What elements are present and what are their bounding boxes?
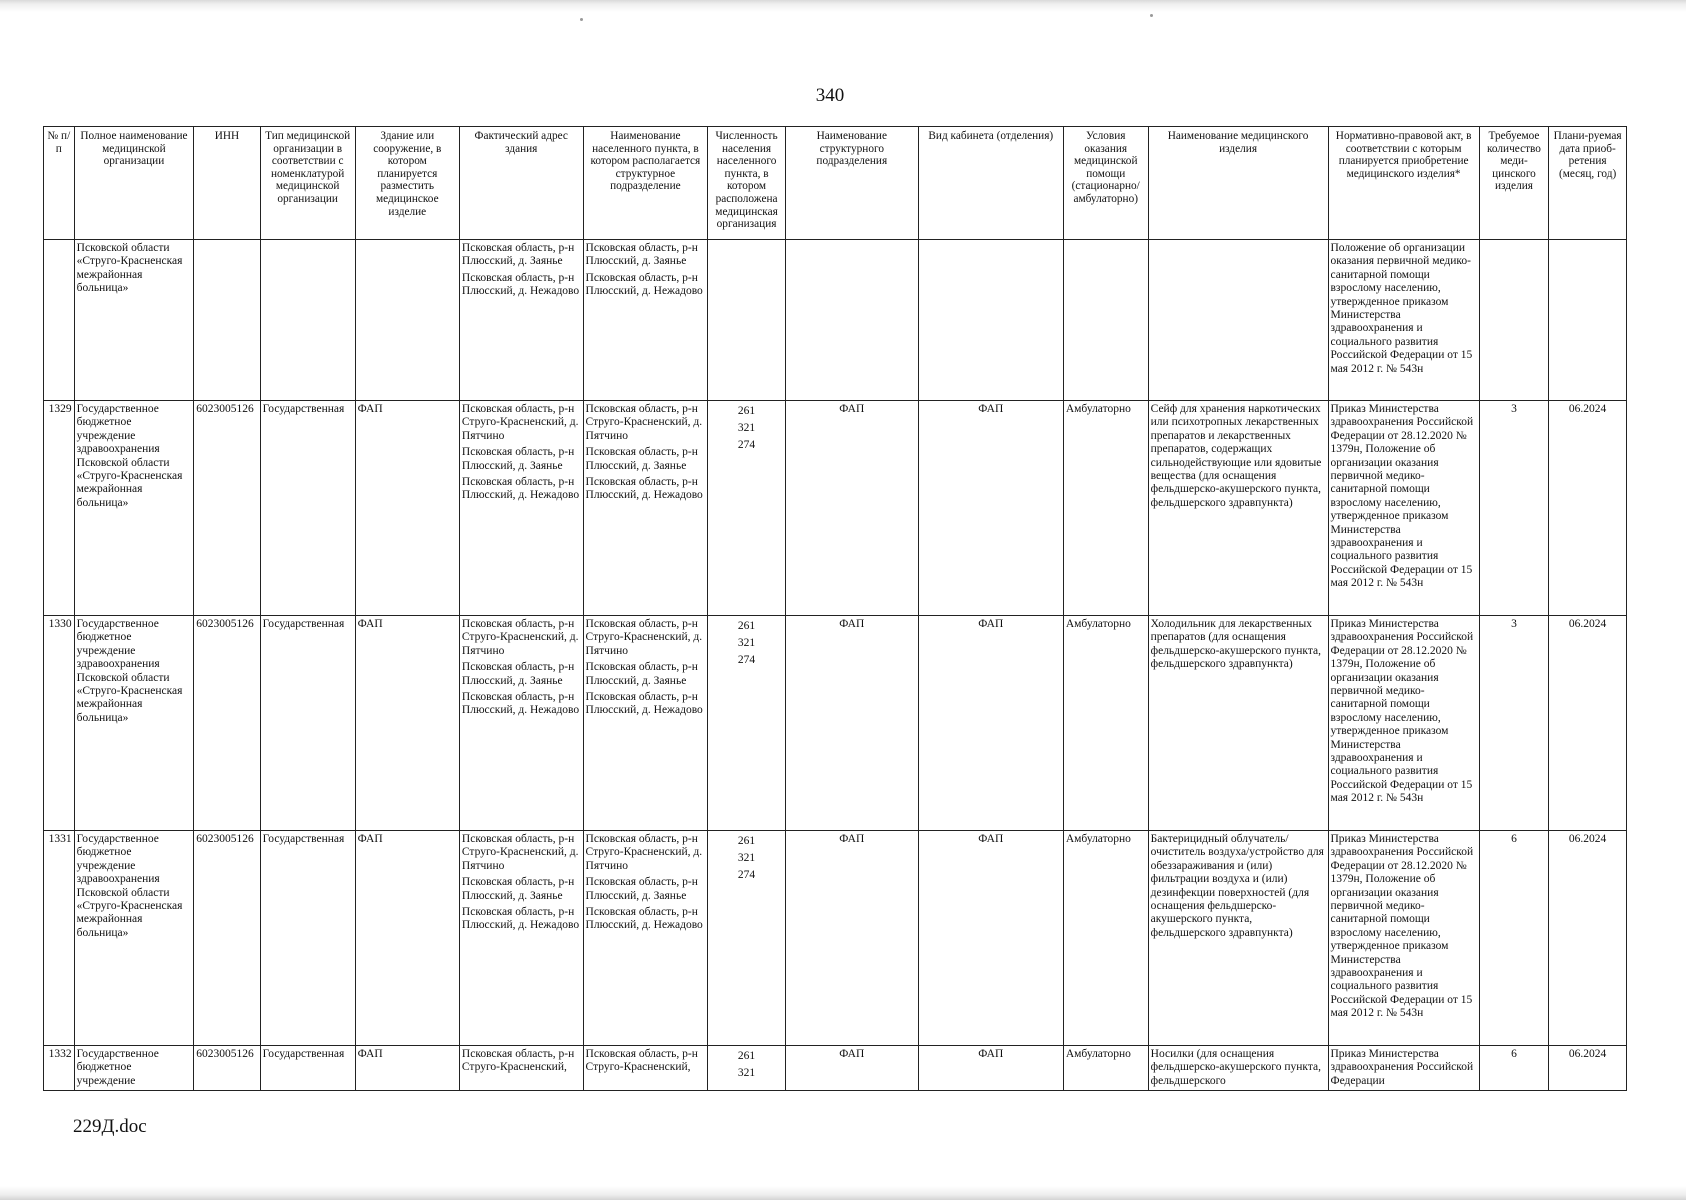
cell-conditions: [1063, 240, 1148, 401]
cell-inn: 6023005126: [194, 831, 260, 1046]
locality-line: Псковская область, р-н Струго-Красненский, д. Пятчино: [585, 833, 703, 872]
header-cell: Численность населения населенного пункта, в котором расположена медицинская организация: [708, 127, 786, 240]
cell-inn: [194, 240, 260, 401]
cell-inn: 6023005126: [194, 616, 260, 831]
locality-line: Псковская область, р-н Струго-Красненский,: [585, 1048, 698, 1074]
cell-cabinet: ФАП: [918, 831, 1063, 1046]
cell-cabinet: ФАП: [918, 616, 1063, 831]
cell-qty: 6: [1479, 831, 1548, 1046]
cell-num: 1331: [44, 831, 75, 1046]
cell-device: Холодильник для лекарственных препаратов (для оснащения фельдшерско-акушерского пункта, фельдшерского здравпункта): [1148, 616, 1328, 831]
cell-conditions: Амбулаторно: [1063, 1046, 1148, 1091]
address-line: Псковская область, р-н Плюсский, д. Заянье: [461, 876, 575, 902]
cell-num: 1330: [44, 616, 75, 831]
header-cell: Фактический адрес здания: [459, 127, 583, 240]
address-line: Псковская область, р-н Плюсский, д. Заянье: [461, 446, 575, 472]
cell-date: 06.2024: [1549, 1046, 1627, 1091]
table-row-continuation: [44, 240, 1627, 401]
locality-line: Псковская область, р-н Плюсский, д. Заянье: [585, 661, 698, 687]
cell-conditions: Амбулаторно: [1063, 401, 1148, 616]
locality-line: Псковская область, р-н Плюсский, д. Заянье: [585, 876, 698, 902]
cell-address: [459, 240, 583, 401]
cell-cabinet: [918, 240, 1063, 401]
locality-line: Псковская область, р-н Струго-Красненский, д. Пятчино: [585, 618, 703, 657]
address-line: Псковская область, р-н Плюсский, д. Нежадово: [461, 906, 580, 932]
cell-date: 06.2024: [1549, 401, 1627, 616]
cell-act: Приказ Министерства здравоохранения Российской Федерации от 28.12.2020 № 1379н, Положение об организации оказания первичной медико-санитарной помощи взрослому населению, утвержденное приказом Министерства здравоохранения и социального развития Российской Федерации от 15 мая 2012 г. № 543н: [1328, 401, 1479, 616]
header-cell: Условия оказания медицинской помощи (стационарно/ амбулаторно): [1063, 127, 1148, 240]
population-value: 261: [737, 1050, 756, 1062]
address-line: Псковская область, р-н Струго-Красненский, д. Пятчино: [461, 403, 579, 442]
population-value: 261: [737, 835, 756, 847]
address-line: Псковская область, р-н Плюсский, д. Заянье: [461, 661, 575, 687]
locality-line: Псковская область, р-н Плюсский, д. Нежадово: [585, 691, 703, 717]
cell-type: [260, 240, 355, 401]
header-cell: Наименование медицинского изделия: [1148, 127, 1328, 240]
cell-device: Носилки (для оснащения фельдшерско-акушерского пункта, фельдшерского: [1148, 1046, 1328, 1091]
address-line: Псковская область, р-н Струго-Красненский, д. Пятчино: [461, 833, 579, 872]
cell-num: 1332: [44, 1046, 75, 1091]
locality-line: Псковская область, р-н Струго-Красненский, д. Пятчино: [585, 403, 703, 442]
cell-locality: [583, 1046, 708, 1091]
cell-unit: ФАП: [785, 1046, 918, 1091]
cell-locality: [583, 831, 708, 1046]
cell-unit: [785, 240, 918, 401]
cell-address: [459, 616, 583, 831]
population-value: 321: [737, 637, 756, 649]
address-line: Псковская область, р-н Плюсский, д. Нежадово: [461, 691, 580, 717]
cell-qty: 6: [1479, 1046, 1548, 1091]
header-cell: Плани-руемая дата приоб-ретения (месяц, год): [1549, 127, 1627, 240]
population-value: 261: [737, 620, 756, 632]
cell-num: 1329: [44, 401, 75, 616]
cell-locality: [583, 401, 708, 616]
cell-locality: [583, 240, 708, 401]
cell-locality: [583, 616, 708, 831]
cell-cabinet: ФАП: [918, 401, 1063, 616]
locality-line: Псковская область, р-н Плюсский, д. Заянье: [585, 242, 698, 268]
cell-population: [708, 401, 786, 616]
cell-type: Государственная: [260, 401, 355, 616]
cell-inn: 6023005126: [194, 1046, 260, 1091]
cell-unit: ФАП: [785, 616, 918, 831]
address-line: Псковская область, р-н Плюсский, д. Нежадово: [461, 271, 580, 298]
table-row: [44, 1046, 1627, 1091]
address-line: Псковская область, р-н Плюсский, д. Заянье: [461, 242, 575, 268]
population-value: 274: [737, 654, 756, 666]
header-cell: Наименование населенного пункта, в котором располагается структурное подразделение: [583, 127, 708, 240]
cell-act: Приказ Министерства здравоохранения Российской Федерации от 28.12.2020 № 1379н, Положение об организации оказания первичной медико-санитарной помощи взрослому населению, утвержденное приказом Министерства здравоохранения и социального развития Российской Федерации от 15 мая 2012 г. № 543н: [1328, 616, 1479, 831]
cell-date: [1549, 240, 1627, 401]
population-value: 321: [737, 1067, 756, 1079]
scan-speck: [1150, 14, 1153, 17]
cell-address: [459, 831, 583, 1046]
cell-org: Государственное бюджетное учреждение здравоохранения Псковской области «Струго-Красненская межрайонная больница»: [74, 616, 194, 831]
header-cell: Здание или сооружение, в котором планируется разместить медицинское изделие: [355, 127, 459, 240]
header-cell: Вид кабинета (отделения): [918, 127, 1063, 240]
footer-filename: 229Д.doc: [73, 1116, 147, 1137]
cell-qty: [1479, 240, 1548, 401]
population-value: 321: [737, 852, 756, 864]
cell-population: [708, 616, 786, 831]
cell-device: Сейф для хранения наркотических или психотропных лекарственных препаратов и лекарственных препаратов, содержащих сильнодействующие или ядовитые вещества (для оснащения фельдшерско-акушерского пункта, фельдшерского здравпункта): [1148, 401, 1328, 616]
cell-unit: ФАП: [785, 401, 918, 616]
cell-type: Государственная: [260, 616, 355, 831]
header-cell: ИНН: [194, 127, 260, 240]
cell-unit: ФАП: [785, 831, 918, 1046]
header-cell: Наименование структурного подразделения: [785, 127, 918, 240]
cell-qty: 3: [1479, 401, 1548, 616]
cell-date: 06.2024: [1549, 831, 1627, 1046]
cell-date: 06.2024: [1549, 616, 1627, 831]
cell-building: [355, 240, 459, 401]
cell-num: [44, 240, 75, 401]
equipment-table: [43, 126, 1627, 1091]
header-row: [44, 127, 1627, 240]
scan-edge-bottom: [0, 1186, 1686, 1200]
cell-building: ФАП: [355, 401, 459, 616]
page-number: 340: [815, 85, 845, 106]
locality-line: Псковская область, р-н Плюсский, д. Заянье: [585, 446, 698, 472]
cell-building: ФАП: [355, 831, 459, 1046]
population-value: 274: [737, 439, 756, 451]
scan-speck: [580, 18, 583, 21]
header-cell: Требуемое количество меди-цинского изделия: [1479, 127, 1548, 240]
cell-qty: 3: [1479, 616, 1548, 831]
cell-org: Государственное бюджетное учреждение здравоохранения Псковской области «Струго-Красненская межрайонная больница»: [74, 401, 194, 616]
cell-population: [708, 1046, 786, 1091]
cell-org: Государственное бюджетное учреждение здравоохранения Псковской области «Струго-Красненская межрайонная больница»: [74, 831, 194, 1046]
cell-conditions: Амбулаторно: [1063, 616, 1148, 831]
address-line: Псковская область, р-н Струго-Красненский,: [461, 1048, 575, 1074]
cell-address: [459, 401, 583, 616]
cell-building: ФАП: [355, 616, 459, 831]
locality-line: Псковская область, р-н Плюсский, д. Нежадово: [585, 906, 703, 932]
cell-building: ФАП: [355, 1046, 459, 1091]
cell-type: Государственная: [260, 831, 355, 1046]
cell-org: Государственное бюджетное учреждение: [74, 1046, 194, 1091]
locality-line: Псковская область, р-н Плюсский, д. Нежадово: [585, 476, 703, 502]
header-cell: Тип медицинской организации в соответствии с номенклатурой медицинской организации: [260, 127, 355, 240]
cell-population: [708, 831, 786, 1046]
cell-device: Бактерицидный облучатель/очиститель воздуха/устройство для обеззараживания и (или) фильтрации воздуха и (или) дезинфекции поверхностей (для оснащения фельдшерско-акушерского пункта, фельдшерского здравпункта): [1148, 831, 1328, 1046]
cell-inn: 6023005126: [194, 401, 260, 616]
address-line: Псковская область, р-н Струго-Красненский, д. Пятчино: [461, 618, 579, 657]
cell-conditions: Амбулаторно: [1063, 831, 1148, 1046]
locality-line: Псковская область, р-н Плюсский, д. Нежадово: [585, 271, 703, 298]
table-row: [44, 616, 1627, 831]
header-cell: Полное наименование медицинской организации: [74, 127, 194, 240]
population-value: 261: [737, 405, 756, 417]
cell-act: Приказ Министерства здравоохранения Российской Федерации от 28.12.2020 № 1379н, Положение об организации оказания первичной медико-санитарной помощи взрослому населению, утвержденное приказом Министерства здравоохранения и социального развития Российской Федерации от 15 мая 2012 г. № 543н: [1328, 831, 1479, 1046]
cell-act: Положение об организации оказания первичной медико-санитарной помощи взрослому населению, утвержденное приказом Министерства здравоохранения и социального развития Российской Федерации от 15 мая 2012 г. № 543н: [1328, 240, 1479, 401]
header-cell: Нормативно-правовой акт, в соответствии с которым планируется приобретение медицинского изделия*: [1328, 127, 1479, 240]
table-row: [44, 831, 1627, 1046]
cell-device: [1148, 240, 1328, 401]
header-cell: № п/п: [44, 127, 75, 240]
cell-org: Псковской области «Струго-Красненская межрайонная больница»: [74, 240, 194, 401]
scan-edge-top: [0, 0, 1686, 12]
address-line: Псковская область, р-н Плюсский, д. Нежадово: [461, 476, 580, 502]
cell-population: [708, 240, 786, 401]
cell-type: Государственная: [260, 1046, 355, 1091]
population-value: 321: [737, 422, 756, 434]
cell-address: [459, 1046, 583, 1091]
table-row: [44, 401, 1627, 616]
cell-cabinet: ФАП: [918, 1046, 1063, 1091]
population-value: 274: [737, 869, 756, 881]
cell-act: Приказ Министерства здравоохранения Российской Федерации: [1328, 1046, 1479, 1091]
